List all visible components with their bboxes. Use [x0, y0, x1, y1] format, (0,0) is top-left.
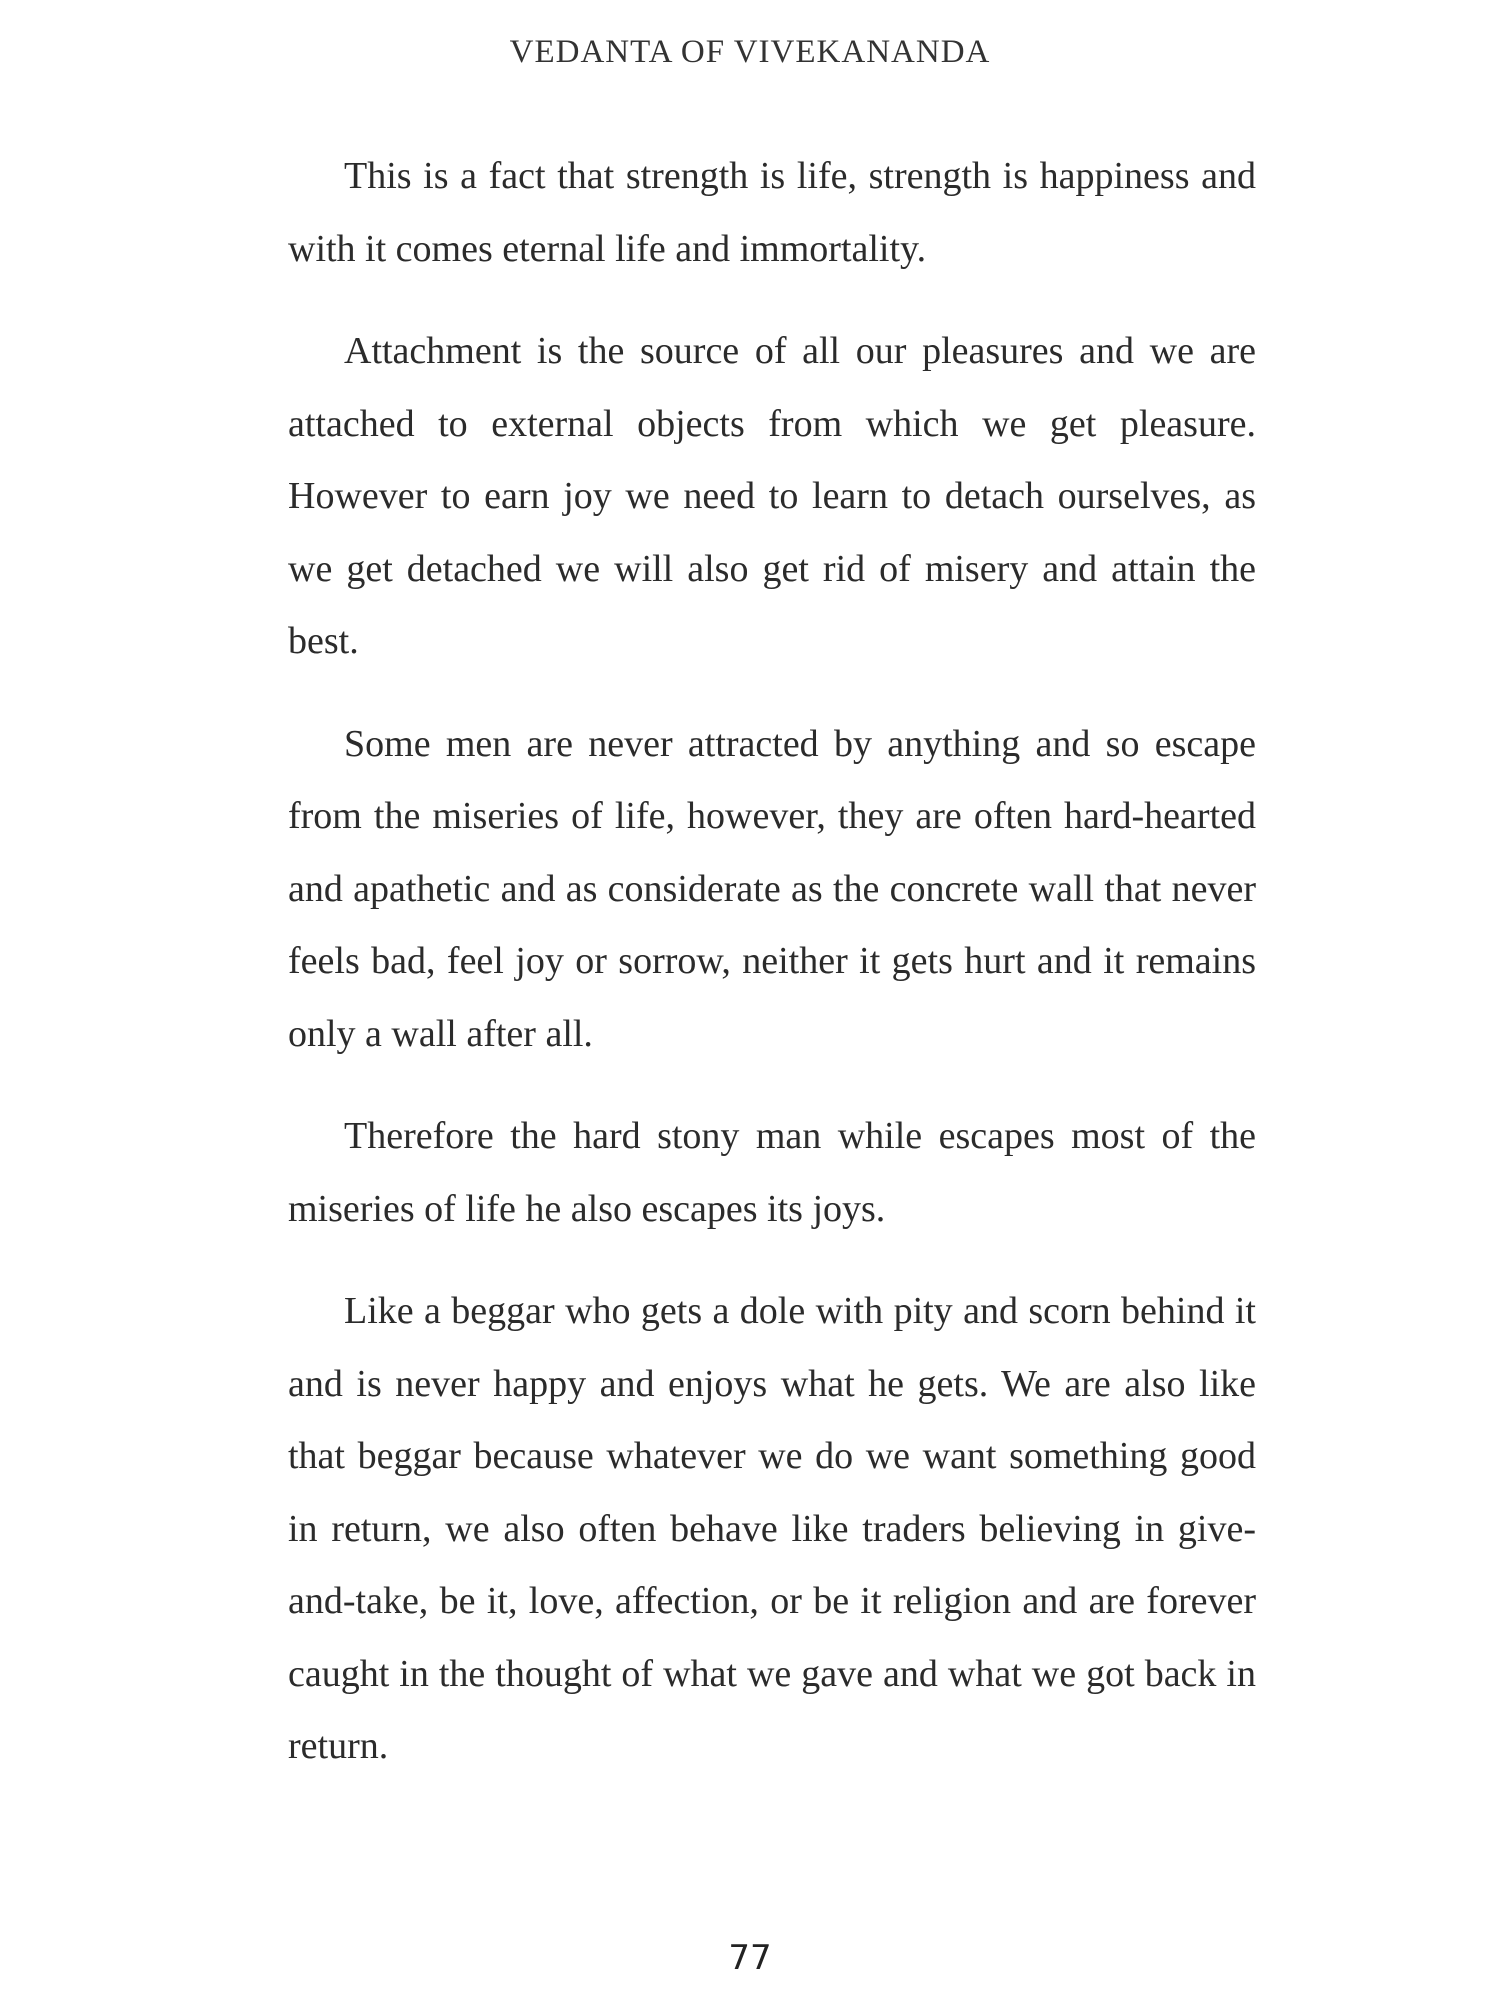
paragraph-stony-man: Therefore the hard stony man while escapes most of the miseries of life he also escapes its joys. [288, 1115, 1256, 1230]
paragraph-strength: This is a fact that strength is life, strength is happiness and with it comes eternal life and immortality. [288, 155, 1256, 270]
paragraph-beggar: Like a beggar who gets a dole with pity and scorn behind it and is never happy and enjoys what he gets. We are also like that beggar because whatever we do we want something good in return, we also often behave like traders believing in give-and-take, be it, love, affection, or be it religion and are forever caught in the thought of what we gave and what we got back in return. [288, 1290, 1256, 1767]
paragraph-never-attracted: Some men are never attracted by anything and so escape from the miseries of life, however, they are often hard-hearted and apathetic and as considerate as the concrete wall that never feels bad, feel joy or sorrow, neither it gets hurt and it remains only a wall after all. [288, 722, 1256, 1055]
paragraph-attachment: Attachment is the source of all our pleasures and we are attached to external objects from which we get pleasure. However to earn joy we need to learn to detach ourselves, as we get detached we will also get rid of misery and attain the best. [288, 330, 1256, 662]
body-text [288, 140, 1256, 1813]
page-number: 77 [728, 1938, 772, 1978]
running-header: VEDANTA OF VIVEKANANDA [509, 34, 991, 70]
